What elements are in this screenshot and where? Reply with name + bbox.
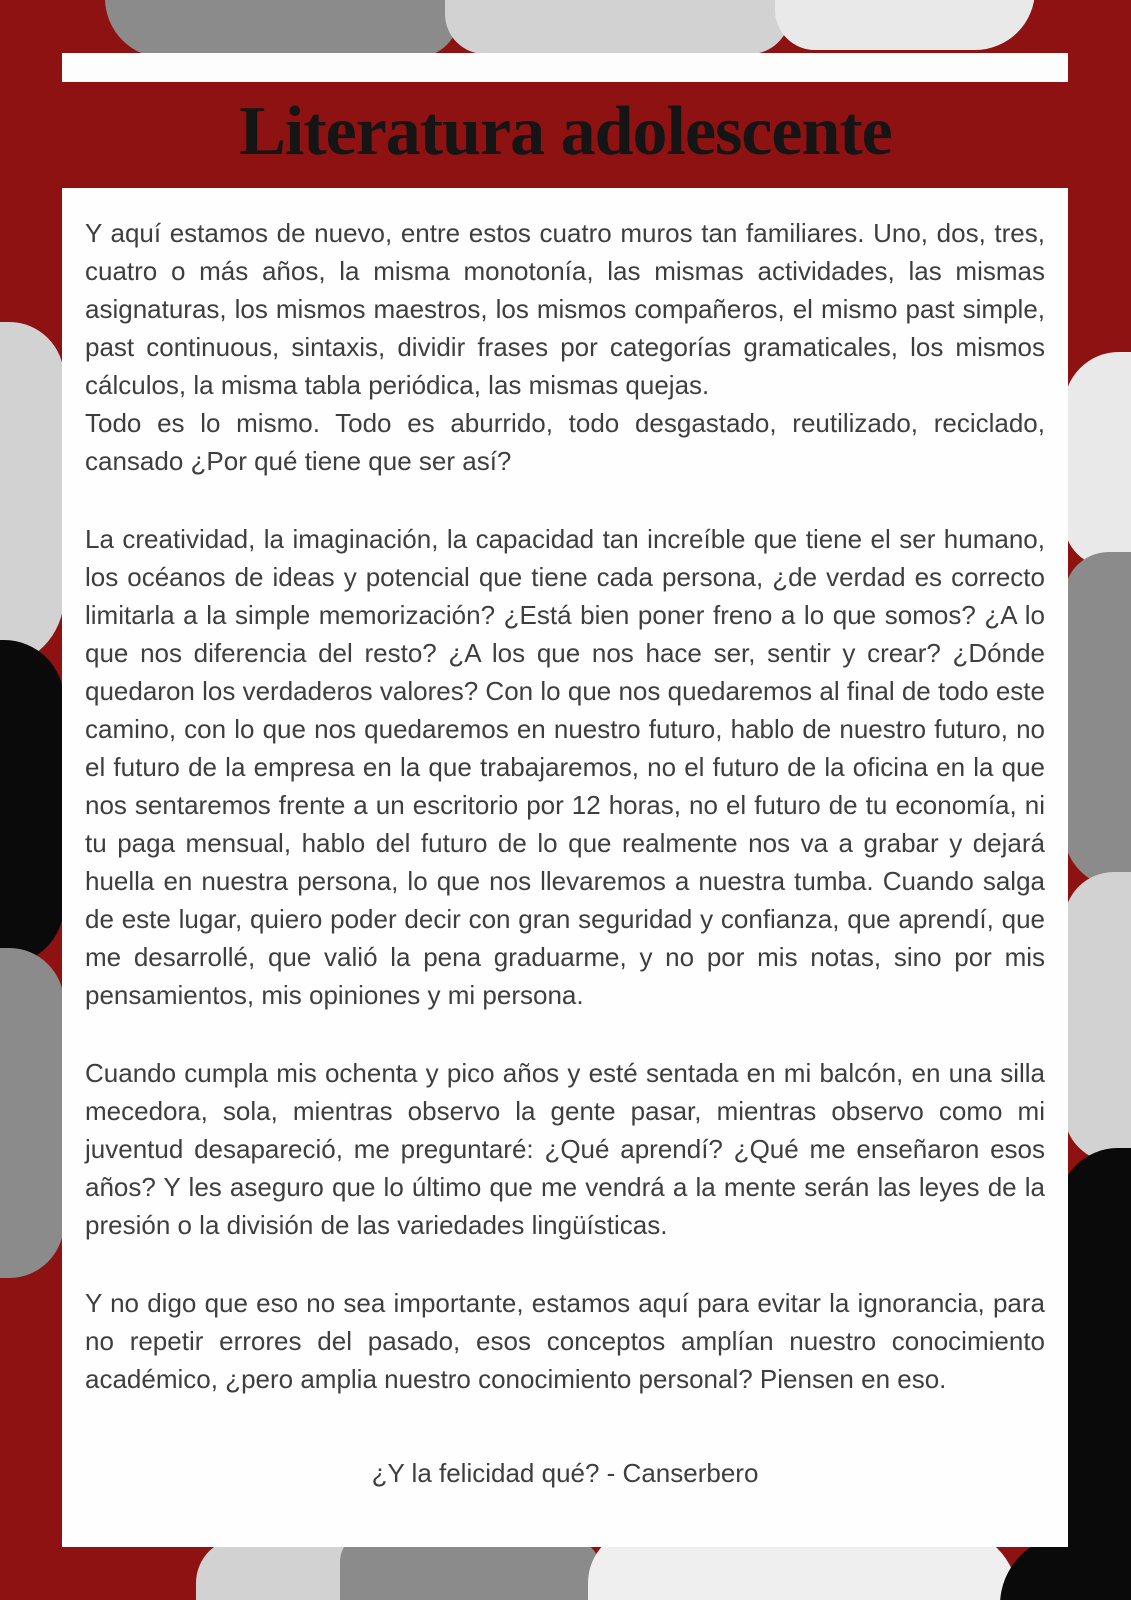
paragraph-creatividad: La creatividad, la imaginación, la capacidad tan increíble que tiene el ser humano, los océanos de ideas y potencial que tiene cada persona, ¿de verdad es correcto limitarla a la simple memorización? ¿Está bien poner freno a lo que somos? ¿A lo que nos diferencia del resto? ¿A los que nos hace ser, sentir y crear? ¿Dónde quedaron los verdaderos valores? Con lo que nos quedaremos al final de todo este camino, con lo que nos quedaremos en nuestro futuro, hablo de nuestro futuro, no el futuro de la empresa en la que trabajaremos, no el futuro de la oficina en la que nos sentaremos frente a un escritorio por 12 horas, no el futuro de tu economía, ni tu paga mensual, hablo del futuro de lo que realmente nos va a grabar y dejará huella en nuestra persona, lo que nos llevaremos a nuestra tumba. Cuando salga de este lugar, quiero poder decir con gran seguridad y confianza, que aprendí, que me desarrollé, que valió la pena graduarme, y no por mis notas, sino por mis pensamientos, mis opiniones y mi persona. — [85, 524, 1045, 1010]
page-title: Literatura adolescente — [239, 93, 892, 170]
camo-blob-left-black — [0, 640, 64, 965]
content-card — [62, 188, 1068, 1547]
camo-blob-right-gray-medium — [1064, 552, 1131, 887]
camo-blob-bottom-gray-light — [196, 1538, 351, 1600]
quote-attribution: ¿Y la felicidad qué? - Canserbero — [371, 1458, 759, 1488]
paragraph-todo-es-lo-mismo: Todo es lo mismo. Todo es aburrido, todo desgastado, reutilizado, reciclado, cansado ¿Por qué tiene que ser así? — [85, 408, 1045, 476]
title-band — [0, 82, 1131, 188]
camo-blob-top-gray-faint — [775, 0, 1035, 50]
paragraph-ochenta-anos: Cuando cumpla mis ochenta y pico años y esté sentada en mi balcón, en una silla mecedora, sola, mientras observo la gente pasar, mientras observo como mi juventud desapareció, me preguntaré: ¿Qué aprendí? ¿Qué me enseñaron esos años? Y les aseguro que lo último que me vendrá a la mente serán las leyes de la presión o la división de las variedades lingüísticas. — [85, 1058, 1045, 1240]
camo-blob-top-gray-medium — [105, 0, 460, 58]
paragraph-intro: Y aquí estamos de nuevo, entre estos cuatro muros tan familiares. Uno, dos, tres, cuatro o más años, la misma monotonía, las mismas actividades, las mismas asignaturas, los mismos maestros, los mismos compañeros, el mismo past simple, past continuous, sintaxis, dividir frases por categorías gramaticales, los mismos cálculos, la misma tabla periódica, las mismas quejas. — [85, 218, 1045, 400]
camo-blob-right-gray-light — [1064, 872, 1131, 1162]
camo-blob-left-gray-medium — [0, 948, 64, 1278]
top-white-bar — [62, 53, 1068, 82]
camo-blob-right-gray-faint — [1064, 352, 1131, 567]
camo-blob-right-black — [1058, 1148, 1131, 1600]
camo-blob-left-gray-light — [0, 322, 64, 667]
paragraph-conclusion: Y no digo que eso no sea importante, estamos aquí para evitar la ignorancia, para no repetir errores del pasado, esos conceptos amplían nuestro conocimiento académico, ¿pero amplia nuestro conocimiento personal? Piensen en eso. — [85, 1288, 1045, 1394]
camo-blob-top-gray-light — [445, 0, 790, 54]
